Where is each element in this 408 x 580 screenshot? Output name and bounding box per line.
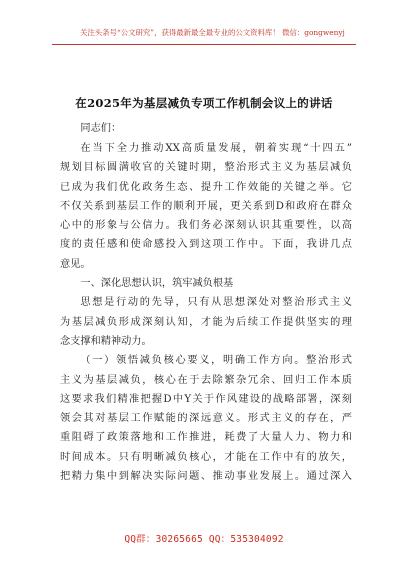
subsection-line: （一）领悟减负核心要义，明确工作方向。整治形式: [80, 355, 352, 367]
body-line: 领会其对基层工作赋能的深远意义。形式主义的存在，严: [60, 413, 352, 425]
body-line: 在当下全力推动XX高质量发展，朝着实现“十四五”: [80, 143, 352, 154]
body-line: 思想是行动的先导，只有从思想深处对整治形式主义: [80, 297, 352, 309]
body-line: 意见。: [60, 258, 91, 270]
body-line: 重阻碍了政策落地和工作推进，耗费了大量人力、物力和: [60, 432, 352, 444]
body-line: 主义为基层减负，核心在于去除繁杂冗余、回归工作本质: [60, 374, 352, 386]
header-notice: 关注头条号“公文研究”，获得最新最全最专业的公文资料库！ 微信：gongwenyj: [80, 28, 345, 37]
body-line: 已成为我们优化政务生态、提升工作效能的关键之举。它: [60, 181, 352, 193]
document-title: 在2025年为基层减负专项工作机制会议上的讲话: [75, 96, 333, 110]
body-line: 把精力集中到解决实际问题、推动事业发展上。通过深入: [60, 471, 352, 483]
body-line: 规划目标圆满收官的关键时期，整治形式主义为基层减负: [60, 162, 352, 174]
body-line: 不仅关系到基层工作的顺利开展，更关系到D和政府在群众: [60, 200, 352, 212]
body-line: 念支撑和精神动力。: [60, 335, 152, 347]
body-line: 为基层减负形成深刻认知，才能为后续工作提供坚实的理: [60, 316, 352, 328]
document-body: [60, 139, 352, 486]
body-line: 心中的形象与公信力。我们务必深刻认识其重要性，以高: [60, 220, 352, 232]
page-footer: QQ群：30265665 QQ：535304092: [124, 534, 284, 545]
body-line: 度的责任感和使命感投入到这项工作中。下面，我讲几点: [60, 239, 352, 251]
page-header: [0, 0, 408, 64]
header-divider: [52, 44, 356, 45]
body-line: 时间成本。只有明晰减负核心，才能在工作中有的放矢，: [60, 451, 352, 463]
greeting-line: 同志们：: [80, 123, 122, 134]
greeting: [60, 119, 352, 138]
section-heading: 一、深化思想认识，筑牢减负根基: [80, 278, 234, 290]
body-line: 这要求我们精准把握D中Y关于作风建设的战略部署，深刻: [60, 393, 352, 405]
